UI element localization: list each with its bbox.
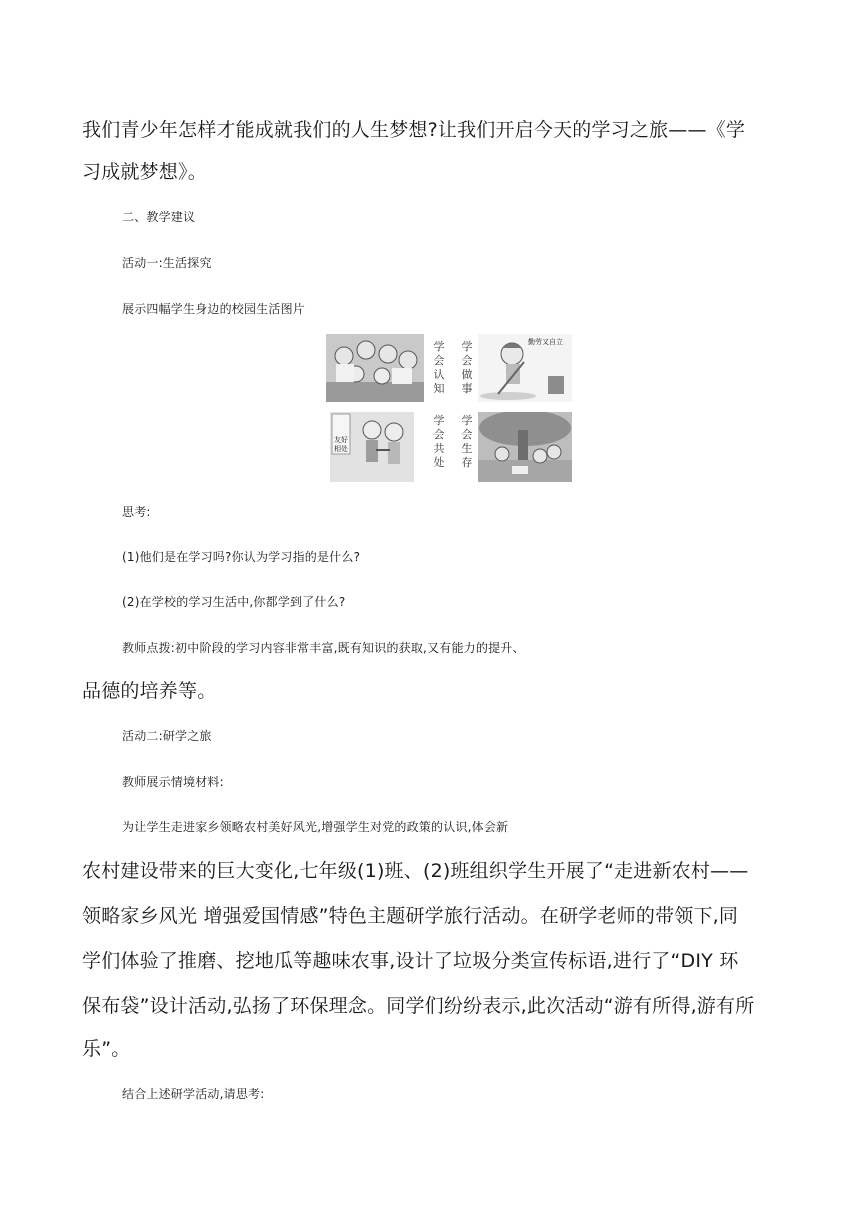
figure-panel-coexisting xyxy=(326,412,450,484)
figure-panel-surviving xyxy=(458,412,572,484)
panel-label: 学会共处 xyxy=(433,414,445,469)
students-under-tree-illustration xyxy=(478,412,572,482)
paragraph-line: 乐”。 xyxy=(82,1038,131,1060)
paragraph-line: 领略家乡风光 增强爱国情感”特色主题研学旅行活动。在研学老师的带领下,同 xyxy=(82,905,739,927)
paragraph-line: 结合上述研学活动,请思考: xyxy=(122,1087,265,1101)
paragraph-line: 我们青少年怎样才能成就我们的人生梦想?让我们开启今天的学习之旅——《学 xyxy=(82,119,746,141)
paragraph-line: 保布袋”设计活动,弘扬了环保理念。同学们纷纷表示,此次活动“游有所得,游有所 xyxy=(82,995,755,1017)
panel-caption: 友好相处 xyxy=(334,436,348,453)
paragraph-line: 展示四幅学生身边的校园生活图片 xyxy=(122,302,306,316)
campus-life-figure xyxy=(326,334,572,484)
panel-label: 学会认知 xyxy=(433,340,445,395)
paragraph-line: 教师展示情境材料: xyxy=(122,775,224,789)
panel-caption: 勤劳又自立 xyxy=(528,338,563,346)
classroom-students-illustration xyxy=(326,334,424,402)
paragraph-line: 为让学生走进家乡领略农村美好风光,增强学生对党的政策的认识,体会新 xyxy=(122,820,509,834)
paragraph-line: 习成就梦想》。 xyxy=(82,161,207,183)
paragraph-line: 教师点拨:初中阶段的学习内容非常丰富,既有知识的获取,又有能力的提升、 xyxy=(122,641,525,655)
paragraph-line: 农村建设带来的巨大变化,七年级(1)班、(2)班组织学生开展了“走进新农村—— xyxy=(82,860,749,882)
paragraph-line: 学们体验了推磨、挖地瓜等趣味农事,设计了垃圾分类宣传标语,进行了“DIY 环 xyxy=(82,950,739,972)
figure-panel-doing xyxy=(458,334,572,402)
panel-label: 学会生存 xyxy=(461,414,473,469)
paragraph-line: 思考: xyxy=(122,505,151,519)
panel-label: 学会做事 xyxy=(461,340,473,395)
question-line: (1)他们是在学习吗?你认为学习指的是什么? xyxy=(122,550,361,564)
activity-heading: 活动一:生活探究 xyxy=(122,256,212,270)
figure-panel-cognition xyxy=(326,334,450,402)
question-line: (2)在学校的学习生活中,你都学到了什么? xyxy=(122,595,346,609)
section-heading: 二、教学建议 xyxy=(122,210,196,224)
paragraph-line: 品德的培养等。 xyxy=(82,680,217,702)
activity-heading: 活动二:研学之旅 xyxy=(122,729,212,743)
